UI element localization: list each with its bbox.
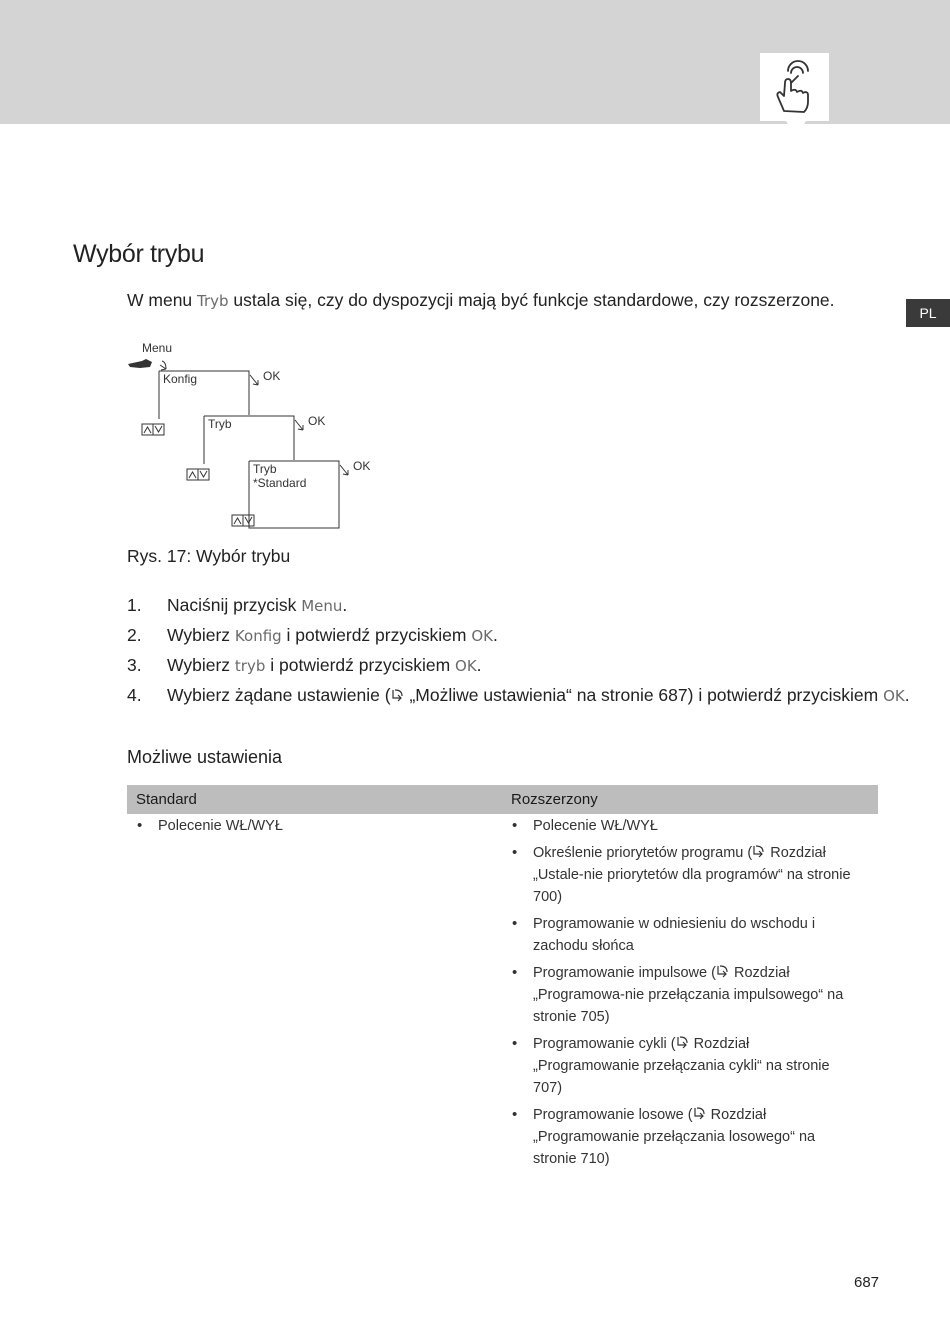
pointing-hand-icon	[128, 359, 166, 370]
step-item: 4. Wybierz żądane ustawienie ( „Możliwe ustawienia“ na stronie 687) i potwierdź przyciskiem OK.	[127, 685, 910, 705]
cross-reference-icon	[716, 964, 730, 978]
list-item: • Programowanie impulsowe ( Rozdział „Programowa-nie przełączania impulsowego“ na stronie 705)	[511, 962, 856, 1028]
page-title: Wybór trybu	[73, 240, 205, 268]
list-item: • Programowanie cykli ( Rozdział „Programowanie przełączania cykli“ na stronie 707)	[511, 1033, 856, 1099]
step-item: 1. Naciśnij przycisk Menu.	[127, 595, 348, 615]
up-down-keys-3	[232, 515, 254, 526]
link-cycles[interactable]: Rozdział „Programowanie przełączania cykli“ na stronie 707)	[533, 1036, 830, 1096]
cross-reference-icon	[693, 1106, 707, 1120]
menu-label: Menu	[142, 341, 173, 355]
box-tryb-label: Tryb	[208, 417, 232, 431]
cross-reference-icon	[676, 1035, 690, 1049]
standard-column	[136, 815, 476, 842]
step-item: 3. Wybierz tryb i potwierdź przyciskiem OK.	[127, 655, 482, 675]
settings-table	[127, 785, 878, 1167]
page-number: 687	[854, 1274, 880, 1291]
link-possible-settings[interactable]: „Możliwe ustawienia“ na stronie 687) i potwierdź przyciskiem	[409, 685, 884, 705]
language-tab[interactable]: PL	[906, 299, 950, 327]
list-item: • Określenie priorytetów programu ( Rozdział „Ustale-nie priorytetów dla programów“ na stronie 700)	[511, 842, 856, 908]
intro-paragraph: W menu Tryb ustala się, czy do dyspozycji mają być funkcje standardowe, czy rozszerzone.	[127, 290, 835, 310]
header-extended: Rozszerzony	[511, 791, 598, 808]
figure-caption: Rys. 17: Wybór trybu	[127, 546, 291, 566]
box-konfig-label: Konfig	[163, 372, 198, 386]
list-item: • Polecenie WŁ/WYŁ	[136, 815, 476, 837]
ui-keyword: tryb	[234, 657, 266, 675]
step-item: 2. Wybierz Konfig i potwierdź przyciskiem OK.	[127, 625, 498, 645]
list-item: • Programowanie w odniesieniu do wschodu i zachodu słońca	[511, 913, 856, 957]
up-down-keys-2	[187, 469, 209, 480]
ui-keyword: OK	[883, 687, 905, 705]
ui-keyword: Menu	[301, 597, 343, 615]
list-item: • Polecenie WŁ/WYŁ	[511, 815, 856, 837]
box-tryb-title: Tryb	[253, 462, 277, 476]
extended-column	[511, 815, 856, 1175]
table-header	[127, 785, 878, 814]
cross-reference-icon	[752, 844, 766, 858]
steps-list	[127, 592, 910, 712]
header-standard: Standard	[136, 791, 197, 808]
ui-keyword: OK	[455, 657, 477, 675]
cross-reference-icon	[391, 688, 405, 702]
hand-touch-icon	[760, 53, 829, 121]
section-title: Możliwe ustawienia	[127, 747, 283, 767]
link-impulse[interactable]: Rozdział „Programowa-nie przełączania impulsowego“ na stronie 705)	[533, 965, 844, 1025]
link-random[interactable]: Rozdział „Programowanie przełączania losowego“ na stronie 710)	[533, 1107, 816, 1167]
ok-label-2: OK	[308, 414, 326, 428]
ok-label-3: OK	[353, 459, 371, 473]
ok-label-1: OK	[263, 369, 281, 383]
ui-keyword: Konfig	[234, 627, 282, 645]
up-down-keys-1	[142, 424, 164, 435]
link-priorities[interactable]: Rozdział „Ustale-nie priorytetów dla programów“ na stronie 700)	[533, 845, 851, 905]
ui-keyword: Tryb	[197, 292, 229, 310]
menu-diagram	[120, 335, 400, 535]
box-tryb-value: *Standard	[253, 476, 307, 490]
icon-box-pointer	[786, 121, 806, 137]
touch-icon-box	[760, 53, 829, 121]
list-item: • Programowanie losowe ( Rozdział „Programowanie przełączania losowego“ na stronie 710)	[511, 1104, 856, 1170]
ui-keyword: OK	[471, 627, 493, 645]
